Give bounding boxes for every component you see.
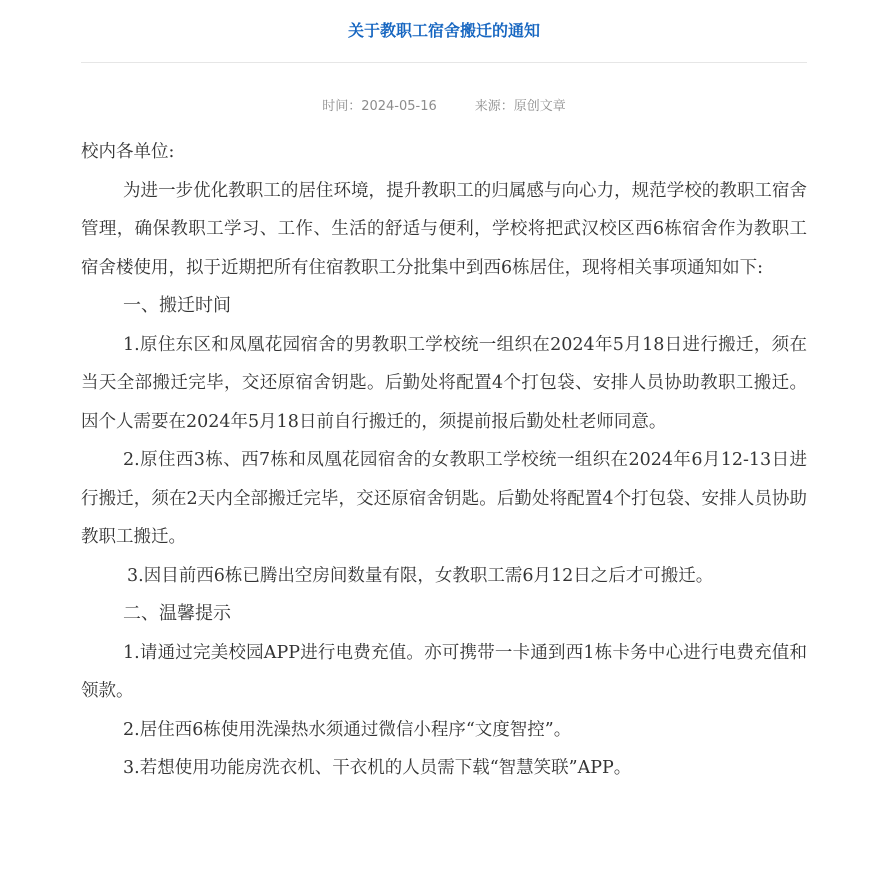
article <box>81 0 807 788</box>
salutation: 校内各单位: <box>81 142 175 162</box>
article-meta <box>81 97 807 117</box>
relocation-item-3: 3.因目前西6栋已腾出空房间数量有限，女教职工需6月12日之后才可搬迁。 <box>127 565 714 586</box>
tip-item-2: 2.居住西6栋使用洗澡热水须通过微信小程序“文度智控”。 <box>123 719 572 740</box>
relocation-item-1: 1.原住东区和凤凰花园宿舍的男教职工学校统一组织在2024年5月18日进行搬迁，须在当天全部搬迁完毕，交还原宿舍钥匙。后勤处将配置4个打包袋、安排人员协助教职工搬迁。因个人需要在2024年5月18日前自行搬迁的，须提前报后勤处杜老师同意。 <box>81 334 807 432</box>
section-heading-relocation-time: 一、搬迁时间 <box>123 295 231 316</box>
tip-item-1: 1.请通过完美校园APP进行电费充值。亦可携带一卡通到西1栋卡务中心进行电费充值和领款。 <box>81 642 807 701</box>
article-title: 关于教职工宿舍搬迁的通知 <box>347 21 540 40</box>
title-divider <box>81 62 807 63</box>
article-body <box>81 133 807 788</box>
tip-item-3: 3.若想使用功能房洗衣机、干衣机的人员需下载“智慧笑联”APP。 <box>123 758 632 778</box>
intro-paragraph: 为进一步优化教职工的居住环境，提升教职工的归属感与向心力，规范学校的教职工宿舍管理，确保教职工学习、工作、生活的舒适与便利，学校将把武汉校区西6栋宿舍作为教职工宿舍楼使用，拟于近期把所有住宿教职工分批集中到西6栋居住，现将相关事项通知如下: <box>81 180 807 278</box>
publish-time: 时间：2024-05-16 <box>322 99 437 114</box>
article-source: 来源：原创文章 <box>474 99 566 114</box>
relocation-item-2: 2.原住西3栋、西7栋和凤凰花园宿舍的女教职工学校统一组织在2024年6月12-13日进行搬迁，须在2天内全部搬迁完毕，交还原宿舍钥匙。后勤处将配置4个打包袋、安排人员协助教职工搬迁。 <box>81 450 807 547</box>
section-heading-tips: 二、温馨提示 <box>123 603 231 624</box>
